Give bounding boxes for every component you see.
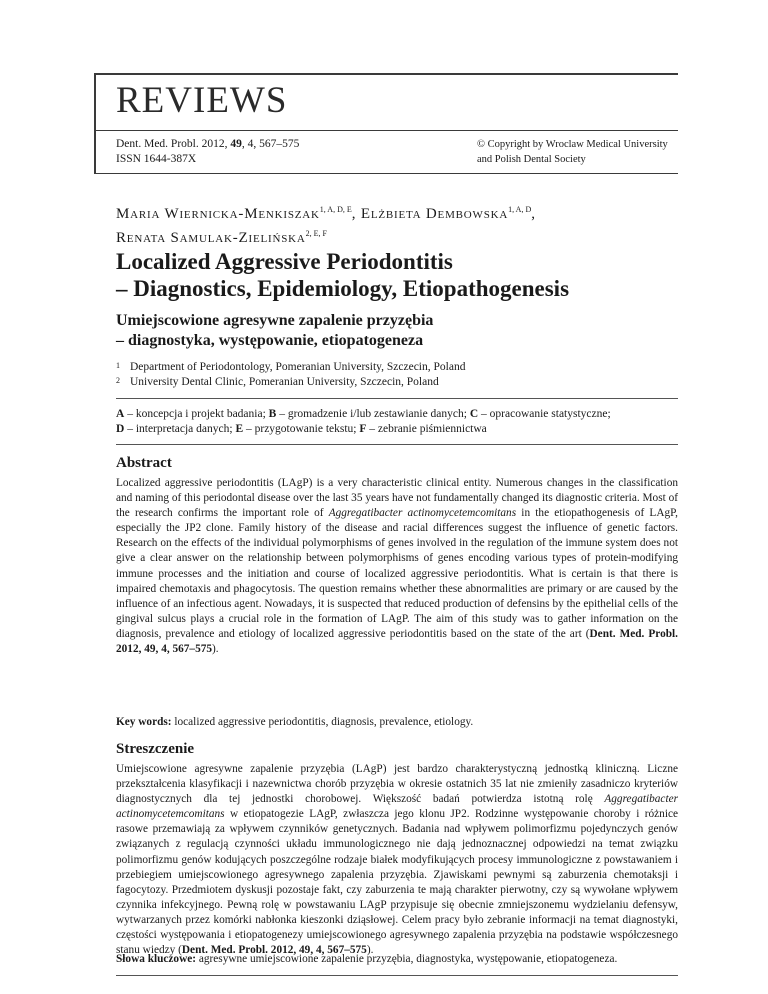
author-name: Elżbieta Dembowska	[360, 206, 509, 222]
abstract-text-part: Localized aggressive periodontitis (LAgP) is a very characteristic clinical entity. Numerous changes in the classification and naming of this periodontal disease over the last 35 years have not fundamentally changed its diagnostic criteria. Most of the research confirms the important role of	[116, 477, 678, 520]
affiliation-number: 2	[116, 376, 120, 385]
citation-journal: Dent. Med. Probl. 2012,	[116, 138, 231, 150]
streszczenie-citation: Dent. Med. Probl. 2012, 49, 4, 567–575	[181, 944, 367, 957]
divider	[116, 398, 678, 399]
header-rule-top	[94, 73, 678, 75]
contrib-key: F	[359, 423, 367, 435]
contrib-key: D	[116, 423, 125, 435]
abstract-body	[116, 476, 678, 657]
article-title-english	[116, 248, 676, 302]
author-name: Renata Samulak-Zielińska	[116, 230, 306, 246]
affiliation-text: Department of Periodontology, Pomeranian University, Szczecin, Poland	[130, 361, 466, 373]
copyright-line-2: and Polish Dental Society	[477, 154, 586, 165]
affiliation-number: 1	[116, 361, 120, 370]
issn: ISSN 1644-387X	[116, 153, 197, 165]
keywords-label: Key words:	[116, 716, 172, 728]
title-en-line-2: – Diagnostics, Epidemiology, Etiopathogenesis	[116, 276, 570, 301]
contrib-text: – zebranie piśmiennictwa	[366, 423, 487, 435]
divider-bottom	[116, 975, 678, 976]
keywords-polish	[116, 952, 678, 967]
abstract-heading: Abstract	[116, 455, 172, 471]
streszczenie-body	[116, 762, 678, 958]
author-contributions	[116, 407, 676, 437]
copyright-notice	[477, 137, 668, 167]
streszczenie-text-part: Umiejscowione agresywne zapalenie przyzębia (LAgP) jest bardzo charakterystyczną jednostką kliniczną. Liczne przekształcenia klasyfikacji i nazewnictwa chorób przyzębia w okresie ostatnich 35 lat nie zmieniły zasadniczo kryteriów diagnostycznych dla tej jednostki chorobowej. Większość badań potwierdza istotną rolę	[116, 763, 678, 806]
keywords-pl-text: agresywne umiejscowione zapalenie przyzębia, diagnostyka, występowanie, etiopatogeneza.	[196, 953, 618, 965]
divider	[116, 444, 678, 445]
contrib-text: – interpretacja danych;	[124, 423, 236, 435]
section-label: REVIEWS	[116, 80, 288, 121]
contrib-key: E	[235, 423, 244, 435]
streszczenie-species-name: Aggregatibacter actinomycetemcomitans	[116, 793, 678, 821]
title-pl-line-1: Umiejscowione agresywne zapalenie przyzębia	[116, 312, 434, 329]
header-rule-mid	[94, 130, 678, 131]
author-separator: ,	[531, 206, 536, 222]
contrib-text: – opracowanie statystyczne;	[478, 408, 611, 420]
contrib-key: B	[268, 408, 277, 420]
author-affiliation-marks: 2, E, F	[305, 229, 327, 238]
journal-header	[94, 73, 678, 174]
contrib-text: – przygotowanie tekstu;	[243, 423, 360, 435]
author-list	[116, 200, 676, 248]
contrib-key: C	[469, 408, 479, 420]
abstract-text-part: in the etiopathogenesis of LAgP, especially the JP2 clone. Family history of the disease and racial differences suggest the influence of genetic factors. Research on the effects of the individual polymorphisms of genes involved in the regulation of the immune system does not give a clear answer on the relationship between polymorphisms of genes encoding various types of protein-modifying immune processes and the initiation and course of localized aggressive periodontitis. What is certain is that there is impaired chemotaxis and phagocytosis. The question remains whether these abnormalities are primary or are caused by the influence of an infectious agent. Nowadays, it is suspected that reduced production of defensins by the epithelial cells of the gingival sulcus plays a crucial role in the formation of LAgP. The aim of this study was to gather information on the diagnosis, prevalence and etiology of localized aggressive periodontitis based on the state of the art (	[116, 507, 678, 640]
copyright-line-1: © Copyright by Wroclaw Medical University	[477, 139, 668, 150]
abstract-species-name: Aggregatibacter actinomycetemcomitans	[328, 507, 517, 520]
citation-volume: 49	[230, 138, 242, 150]
contrib-key: A	[116, 408, 125, 420]
keywords-text: localized aggressive periodontitis, diagnosis, prevalence, etiology.	[171, 716, 474, 728]
affiliations	[116, 360, 676, 390]
citation-pages: , 4, 567–575	[241, 138, 300, 150]
abstract-text-end: ).	[212, 643, 219, 656]
streszczenie-heading: Streszczenie	[116, 741, 195, 757]
author-affiliation-marks: 1, A, D, E	[319, 205, 352, 214]
contrib-text: – gromadzenie i/lub zestawianie danych;	[276, 408, 470, 420]
contrib-text: – koncepcja i projekt badania;	[124, 408, 269, 420]
keywords-pl-label: Słowa kluczowe:	[116, 953, 197, 965]
author-name: Maria Wiernicka-Menkiszak	[116, 206, 320, 222]
header-rule-left	[94, 73, 96, 174]
abstract-citation: Dent. Med. Probl. 2012, 49, 4, 567–575	[116, 627, 678, 656]
article-title-polish	[116, 311, 676, 351]
affiliation-item	[116, 360, 676, 375]
affiliation-item	[116, 375, 676, 390]
keywords-english	[116, 715, 678, 730]
title-en-line-1: Localized Aggressive Periodontitis	[116, 249, 453, 274]
affiliation-text: University Dental Clinic, Pomeranian University, Szczecin, Poland	[130, 376, 439, 388]
author-affiliation-marks: 1, A, D	[508, 205, 532, 214]
title-pl-line-2: – diagnostyka, występowanie, etiopatogeneza	[116, 332, 424, 349]
streszczenie-text-part: w etiopatogezie LAgP, zwłaszcza jego klonu JP2. Rodzinne występowanie choroby i różnice rasowe przemawiają za wpływem czynników genetycznych. Badania nad wpływem polimorfizmu pojedynczych genów związanych z regulacją czynności układu immunologicznego nie dają jednoznacznej odpowiedzi na temat związku polimorfizmu genów kodujących poszczególne rodzaje białek modyfikujących procesy immunologiczne z powstawaniem i przebiegiem umiejscowionego agresywnego zapalenia przyzębia. Zjawiskami pewnymi są zaburzenia chemotaksji i fagocytozy. Przedmiotem dyskusji pozostaje fakt, czy zaburzenia te mają charakter pierwotny, czy są wywołane wpływem czynnika infekcyjnego. Pewną rolę w powstawaniu LAgP przypisuje się obecnie zmniejszonemu wydzielaniu defensyw, wytwarzanych przez komórki nabłonka kieszonki dziąsłowej. Celem pracy było zebranie informacji na temat diagnostyki, częstości występowania i etiopatogenezy umiejscowionego agresywnego zapalenia przyzębia na podstawie współczesnego stanu wiedzy (	[116, 808, 678, 957]
header-rule-bottom	[94, 173, 678, 174]
author-separator: ,	[351, 206, 361, 222]
streszczenie-text-end: ).	[366, 944, 374, 957]
journal-citation	[116, 137, 299, 167]
